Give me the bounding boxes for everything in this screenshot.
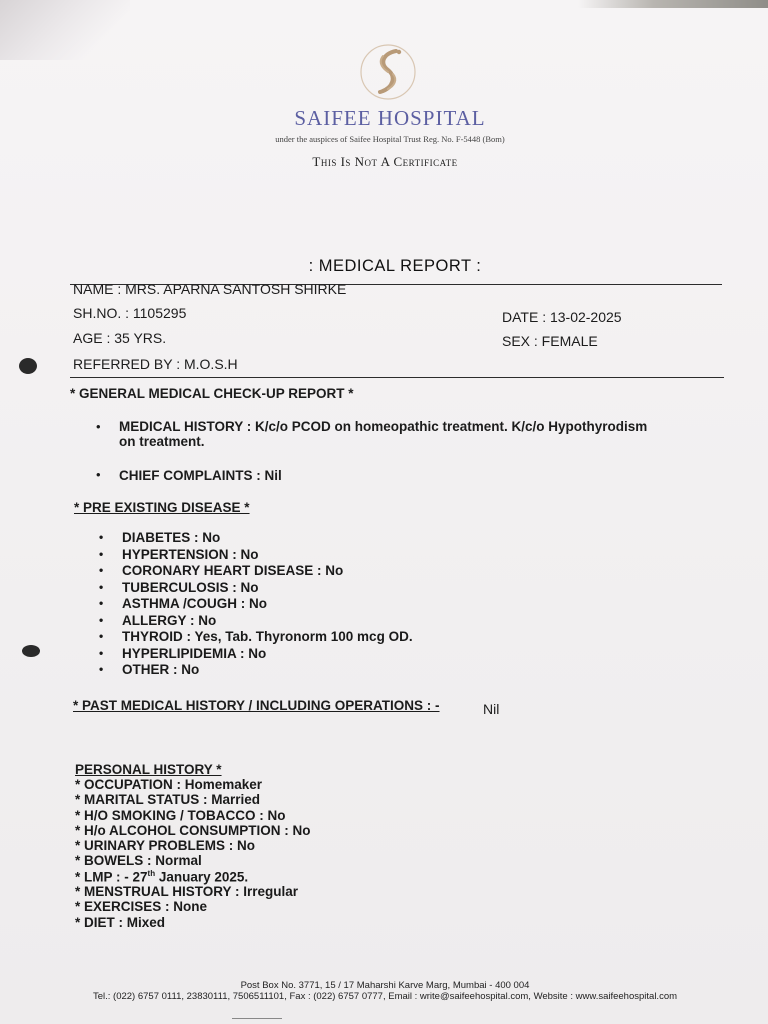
lmp-superscript: th <box>147 868 156 878</box>
list-item: * H/O SMOKING / TOBACCO : No <box>75 807 286 823</box>
patient-sex: SEX : FEMALE <box>502 333 598 349</box>
footer-contact: Tel.: (022) 6757 0111, 23830111, 7506511101, Fax : (022) 6757 0777, Email : write@saifeehospital.com, Website : www.saifeehospital.com <box>92 991 678 1002</box>
hospital-subtitle: under the auspices of Saifee Hospital Trust Reg. No. F-5448 (Bom) <box>275 134 505 144</box>
bottom-mark <box>232 1018 282 1019</box>
lmp-suffix: January 2025. <box>155 869 249 885</box>
personal-history-heading: PERSONAL HISTORY * <box>75 762 222 777</box>
patient-age: AGE : 35 YRS. <box>73 330 167 346</box>
general-heading: * GENERAL MEDICAL CHECK-UP REPORT * <box>70 386 354 401</box>
pre-existing-list <box>99 530 413 679</box>
list-item: * URINARY PROBLEMS : No <box>75 838 256 854</box>
chief-complaints: CHIEF COMPLAINTS : Nil <box>119 468 282 483</box>
list-item: • DIABETES : No <box>99 530 413 547</box>
past-history-heading: * PAST MEDICAL HISTORY / INCLUDING OPERATIONS : - <box>73 698 440 713</box>
hospital-logo-icon <box>358 42 418 102</box>
punch-hole-bottom <box>22 645 40 657</box>
punch-hole-top <box>19 358 37 374</box>
list-item: • CORONARY HEART DISEASE : No <box>99 563 413 580</box>
medical-history-line1: MEDICAL HISTORY : K/c/o PCOD on homeopathic treatment. K/c/o Hypothyrodism <box>119 419 648 434</box>
bullet-icon: • <box>96 467 101 482</box>
list-item: * OCCUPATION : Homemaker <box>75 777 263 792</box>
report-title: : MEDICAL REPORT : <box>308 257 482 275</box>
list-item: * EXERCISES : None <box>75 899 208 915</box>
medical-history-line2: on treatment. <box>119 434 205 449</box>
footer-address: Post Box No. 3771, 15 / 17 Maharshi Karve Marg, Mumbai - 400 004 <box>240 980 530 991</box>
hospital-name: SAIFEE HOSPITAL <box>294 106 486 130</box>
list-item: * MENSTRUAL HISTORY : Irregular <box>75 884 299 900</box>
personal-history-list <box>75 777 311 930</box>
list-item: • TUBERCULOSIS : No <box>99 580 413 597</box>
divider-bottom <box>70 377 724 378</box>
list-item-lmp <box>75 869 311 884</box>
page-edge-shadow <box>578 0 768 8</box>
lmp-prefix: * LMP : - 27 <box>75 869 148 885</box>
list-item: • THYROID : Yes, Tab. Thyronorm 100 mcg OD. <box>99 629 413 646</box>
page-curl <box>0 0 130 60</box>
bullet-icon: • <box>96 419 101 434</box>
past-history-value: Nil <box>483 701 500 717</box>
list-item: * BOWELS : Normal <box>75 853 202 869</box>
list-item: * MARITAL STATUS : Married <box>75 792 261 808</box>
list-item: • HYPERTENSION : No <box>99 547 413 564</box>
list-item: * DIET : Mixed <box>75 914 166 930</box>
list-item: • HYPERLIPIDEMIA : No <box>99 646 413 663</box>
report-date: DATE : 13-02-2025 <box>502 309 622 325</box>
list-item: * H/o ALCOHOL CONSUMPTION : No <box>75 822 311 838</box>
sh-number: SH.NO. : 1105295 <box>73 305 187 321</box>
pre-existing-heading: * PRE EXISTING DISEASE * <box>74 500 250 515</box>
list-item: • ALLERGY : No <box>99 613 413 630</box>
disclaimer: This Is Not A Certificate <box>312 154 458 169</box>
referred-by: REFERRED BY : M.O.S.H <box>73 356 238 372</box>
list-item: • OTHER : No <box>99 662 413 679</box>
list-item: • ASTHMA /COUGH : No <box>99 596 413 613</box>
patient-name: NAME : MRS. APARNA SANTOSH SHIRKE <box>73 281 347 297</box>
